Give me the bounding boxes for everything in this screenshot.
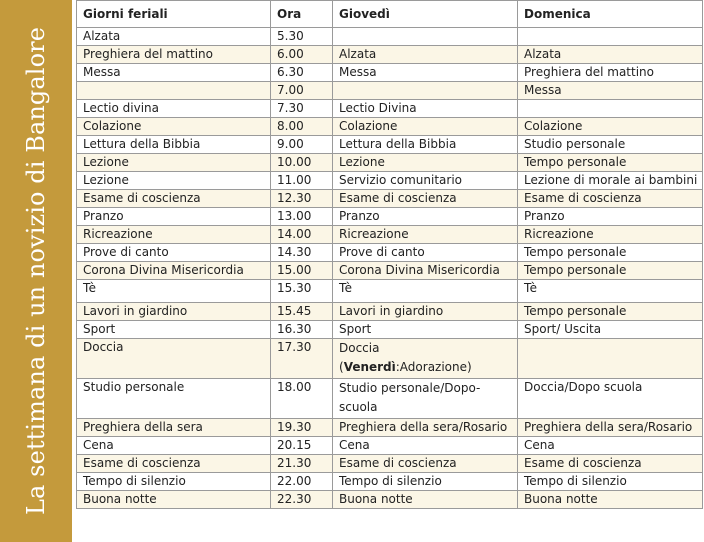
table-row — [77, 136, 703, 154]
table-cell — [333, 82, 518, 100]
table-cell: Sport/ Uscita — [518, 321, 703, 339]
table-cell: Pranzo — [77, 208, 271, 226]
table-cell: Buona notte — [518, 491, 703, 509]
table-cell: 9.00 — [271, 136, 333, 154]
table-cell: Messa — [518, 82, 703, 100]
table-row — [77, 437, 703, 455]
table-cell: 11.00 — [271, 172, 333, 190]
table-cell: 22.00 — [271, 473, 333, 491]
table-cell: Tempo di silenzio — [333, 473, 518, 491]
table-cell: Studio personale — [518, 136, 703, 154]
table-cell — [333, 339, 518, 379]
table-row — [77, 455, 703, 473]
table-cell: 8.00 — [271, 118, 333, 136]
table-row — [77, 100, 703, 118]
table-cell: Corona Divina Misericordia — [77, 262, 271, 280]
table-cell: 6.30 — [271, 64, 333, 82]
table-cell: Esame di coscienza — [333, 190, 518, 208]
table-row — [77, 190, 703, 208]
table-cell: Doccia/Dopo scuola — [518, 379, 703, 419]
table-row — [77, 46, 703, 64]
table-cell: 17.30 — [271, 339, 333, 379]
table-cell: Lezione — [77, 154, 271, 172]
table-cell: Lezione di morale ai bambini — [518, 172, 703, 190]
table-cell: 7.30 — [271, 100, 333, 118]
table-row — [77, 154, 703, 172]
table-cell: Sport — [77, 321, 271, 339]
table-row — [77, 262, 703, 280]
table-cell: 19.30 — [271, 419, 333, 437]
table-row — [77, 379, 703, 419]
table-cell: 21.30 — [271, 455, 333, 473]
table-cell: Esame di coscienza — [333, 455, 518, 473]
table-row — [77, 64, 703, 82]
table-cell: 13.00 — [271, 208, 333, 226]
table-cell: Studio personale — [77, 379, 271, 419]
table-cell: 14.00 — [271, 226, 333, 244]
table-cell — [77, 82, 271, 100]
table-row — [77, 339, 703, 379]
table-cell: Tempo personale — [518, 262, 703, 280]
header-cell: Domenica — [518, 1, 703, 28]
table-cell: Lectio Divina — [333, 100, 518, 118]
table-cell: Tempo personale — [518, 154, 703, 172]
table-cell: Prove di canto — [77, 244, 271, 262]
header-row — [77, 1, 703, 28]
table-cell: Colazione — [77, 118, 271, 136]
table-row — [77, 473, 703, 491]
table-cell — [333, 28, 518, 46]
table-cell: Ricreazione — [518, 226, 703, 244]
cell-text: ( — [339, 360, 344, 374]
table-row — [77, 244, 703, 262]
table-cell: Pranzo — [518, 208, 703, 226]
table-cell: Tè — [77, 280, 271, 303]
table-cell: Tempo di silenzio — [518, 473, 703, 491]
table-cell: Esame di coscienza — [77, 190, 271, 208]
schedule-table — [76, 0, 703, 509]
table-row — [77, 172, 703, 190]
table-cell: Alzata — [333, 46, 518, 64]
table-cell: Tè — [518, 280, 703, 303]
table-cell: Lettura della Bibbia — [333, 136, 518, 154]
table-cell — [518, 100, 703, 118]
table-cell: Corona Divina Misericordia — [333, 262, 518, 280]
table-cell: 18.00 — [271, 379, 333, 419]
table-cell: 14.30 — [271, 244, 333, 262]
table-cell: Messa — [333, 64, 518, 82]
table-cell: Studio personale/Dopo-scuola — [333, 379, 518, 419]
table-cell: Preghiera della sera — [77, 419, 271, 437]
table-cell: 20.15 — [271, 437, 333, 455]
table-cell: Esame di coscienza — [518, 190, 703, 208]
table-cell: Prove di canto — [333, 244, 518, 262]
table-cell: Lavori in giardino — [333, 303, 518, 321]
table-cell: 5.30 — [271, 28, 333, 46]
table-row — [77, 208, 703, 226]
table-cell: Tempo personale — [518, 244, 703, 262]
table-cell: Lettura della Bibbia — [77, 136, 271, 154]
table-cell: 15.00 — [271, 262, 333, 280]
header-cell: Giorni feriali — [77, 1, 271, 28]
table-cell: Cena — [77, 437, 271, 455]
header-cell: Giovedì — [333, 1, 518, 28]
table-cell: 16.30 — [271, 321, 333, 339]
table-row — [77, 118, 703, 136]
table-row — [77, 321, 703, 339]
table-cell: Sport — [333, 321, 518, 339]
table-cell: Ricreazione — [333, 226, 518, 244]
table-cell: Preghiera della sera/Rosario — [333, 419, 518, 437]
sidebar-title: La settimana di un novizio di Bangalore — [22, 26, 50, 516]
table-cell: Tè — [333, 280, 518, 303]
table-cell: 12.30 — [271, 190, 333, 208]
table-cell: 6.00 — [271, 46, 333, 64]
table-cell: Lezione — [77, 172, 271, 190]
table-row — [77, 280, 703, 303]
table-cell: 15.30 — [271, 280, 333, 303]
table-cell: Lavori in giardino — [77, 303, 271, 321]
table-cell: Cena — [518, 437, 703, 455]
cell-text: Doccia — [339, 341, 380, 355]
table-cell: Buona notte — [77, 491, 271, 509]
sidebar-banner — [0, 0, 72, 542]
table-cell: Colazione — [518, 118, 703, 136]
table-cell: Doccia — [77, 339, 271, 379]
table-cell — [518, 339, 703, 379]
table-cell — [518, 28, 703, 46]
table-cell: Alzata — [77, 28, 271, 46]
table-cell: Lectio divina — [77, 100, 271, 118]
table-cell: Tempo personale — [518, 303, 703, 321]
table-cell: Ricreazione — [77, 226, 271, 244]
table-cell: Lezione — [333, 154, 518, 172]
table-cell: Preghiera della sera/Rosario — [518, 419, 703, 437]
table-cell: Cena — [333, 437, 518, 455]
cell-text: :Adorazione) — [395, 360, 472, 374]
table-cell: Servizio comunitario — [333, 172, 518, 190]
table-row — [77, 28, 703, 46]
table-row — [77, 303, 703, 321]
table-row — [77, 491, 703, 509]
table-cell: Pranzo — [333, 208, 518, 226]
table-cell: Esame di coscienza — [77, 455, 271, 473]
table-cell: Messa — [77, 64, 271, 82]
header-cell: Ora — [271, 1, 333, 28]
table-cell: Preghiera del mattino — [518, 64, 703, 82]
table-row — [77, 226, 703, 244]
table-cell: 10.00 — [271, 154, 333, 172]
table-cell: Tempo di silenzio — [77, 473, 271, 491]
table-cell: Esame di coscienza — [518, 455, 703, 473]
table-row — [77, 82, 703, 100]
cell-text-bold: Venerdì — [343, 360, 396, 374]
table-cell: 7.00 — [271, 82, 333, 100]
table-cell: Colazione — [333, 118, 518, 136]
table-cell: Buona notte — [333, 491, 518, 509]
table-row — [77, 419, 703, 437]
table-cell: Preghiera del mattino — [77, 46, 271, 64]
table-cell: 22.30 — [271, 491, 333, 509]
table-cell: 15.45 — [271, 303, 333, 321]
table-cell: Alzata — [518, 46, 703, 64]
